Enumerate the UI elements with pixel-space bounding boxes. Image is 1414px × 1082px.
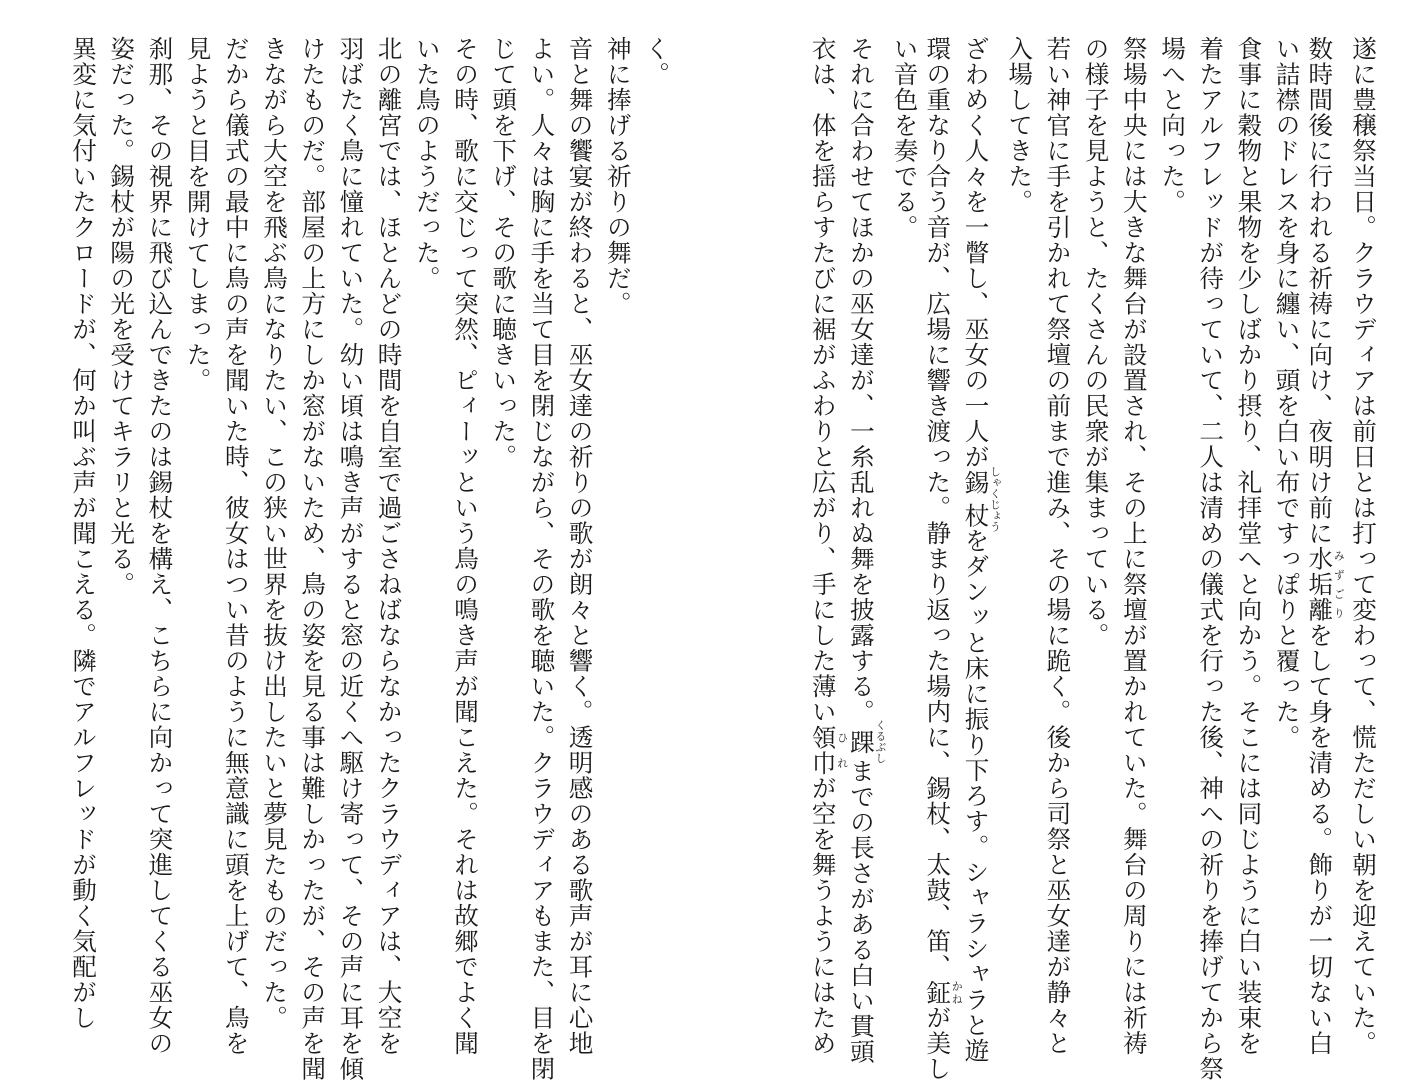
- text-line: の様子を見ようと、たくさんの民衆が集まっている。: [1081, 36, 1111, 648]
- text-line: ざわめく人々を一瞥し、巫女の一人が錫杖しゃくじょうをダンッと床に振り下ろす。シャラシャラと遊: [961, 36, 1002, 1064]
- text-line: 若い神官に手を引かれて祭壇の前まで進み、その場に跪く。後から司祭と巫女達が静々と: [1043, 36, 1073, 1056]
- text-line: きながら大空を飛ぶ鳥になりたい、この狭い世界を抜け出したいと夢見たものだった。: [260, 36, 289, 1031]
- text-line: 衣は、体を揺らすたびに裾がふわりと広がり、手にした薄い領巾ひれが空を舞うようにはため: [808, 36, 849, 1056]
- text-line: 刹那、その視界に飛び込んできたのは錫杖を構え、こちらに向かって突進してくる巫女の: [145, 36, 175, 1056]
- text-line: 北の離宮では、ほとんどの時間を自室で過ごさねばならなかったクラウディアは、大空を: [374, 36, 404, 1056]
- text-line: い詰襟のドレスを身に纏い、頭を白い布ですっぽりと覆った。: [1272, 36, 1302, 750]
- text-line: 着たアルフレッドが待っていて、二人は清めの儀式を行った後、神への祈りを捧げてから祭: [1196, 36, 1226, 1082]
- text-line: 遂に豊穣祭当日。クラウディアは前日とは打って変わって、慌ただしい朝を迎えていた。: [1349, 36, 1378, 1056]
- text-line: それに合わせてほかの巫女達が、一糸乱れぬ舞を披露する。踝くるぶしまでの長さがある白い貫頭: [846, 36, 887, 1065]
- text-line: その時、歌に交じって突然、ピィーッという鳥の鳴き声が聞こえた。それは故郷でよく聞: [451, 36, 480, 1056]
- text-line: く。: [642, 36, 671, 87]
- text-line: けたものだ。部屋の上方にしか窓がないため、鳥の姿を見る事は難しかったが、その声を聞: [298, 36, 328, 1082]
- text-line: 祭場中央には大きな舞台が設置され、その上に祭壇が置かれていた。舞台の周りには祈祷: [1119, 36, 1149, 1056]
- text-line: 入場してきた。: [1005, 36, 1035, 215]
- ruby-word: 水垢離みずごり: [1305, 546, 1346, 623]
- text-line: 神に捧げる祈りの舞だ。: [603, 36, 633, 317]
- text-line: よい。人々は胸に手を当て目を閉じながら、その歌を聴いた。クラウディアもまた、目を閉: [527, 36, 557, 1082]
- right-page: [707, 0, 1414, 1082]
- text-line: 音と舞の饗宴が終わると、巫女達の祈りの歌が朗々と響く。透明感のある歌声が耳に心地: [565, 36, 595, 1056]
- ruby-word: 踝くるぶし: [846, 719, 887, 764]
- text-line: 羽ばたく鳥に憧れていた。幼い頃は鳴き声がすると窓の近くへ駆け寄って、その声に耳を傾: [336, 36, 366, 1082]
- text-line: じて頭を下げ、その歌に聴きいった。: [489, 36, 519, 470]
- furigana: ひれ: [835, 724, 849, 776]
- text-line: 見ようと目を開けてしまった。: [183, 36, 213, 393]
- text-line: 環の重なり合う音が、広場に響き渡った。静まり返った場内に、錫杖、太鼓、笛、鉦かねが美し: [923, 36, 964, 1082]
- furigana: しゃくじょう: [988, 465, 1002, 532]
- furigana: みずごり: [1332, 546, 1346, 623]
- text-line: いた鳥のようだった。: [412, 36, 442, 291]
- text-line: だから儀式の最中に鳥の声を聞いた時、彼女はつい昔のように無意識に頭を上げて、鳥を: [221, 36, 251, 1056]
- text-line: 食事に穀物と果物を少しばかり摂り、礼拝堂へと向かう。そこには同じように白い装束を: [1234, 36, 1264, 1056]
- ruby-word: 鉦かね: [923, 979, 964, 1005]
- text-line: 数時間後に行われる祈祷に向け、夜明け前に水垢離みずごりをして身を清める。飾りが一切ない白: [1305, 36, 1346, 1056]
- text-line: 異変に気付いたクロードが、何か叫ぶ声が聞こえる。隣でアルフレッドが動く気配がし: [69, 36, 98, 1031]
- text-line: 場へと向った。: [1158, 36, 1187, 215]
- ruby-word: 錫杖しゃくじょう: [961, 465, 1002, 532]
- furigana: くるぶし: [873, 719, 887, 764]
- furigana: かね: [950, 979, 964, 1005]
- text-line: い音色を奏でる。: [890, 36, 920, 240]
- text-line: 姿だった。錫杖が陽の光を受けてキラリと光る。: [107, 36, 137, 597]
- ruby-word: 領巾ひれ: [808, 724, 849, 776]
